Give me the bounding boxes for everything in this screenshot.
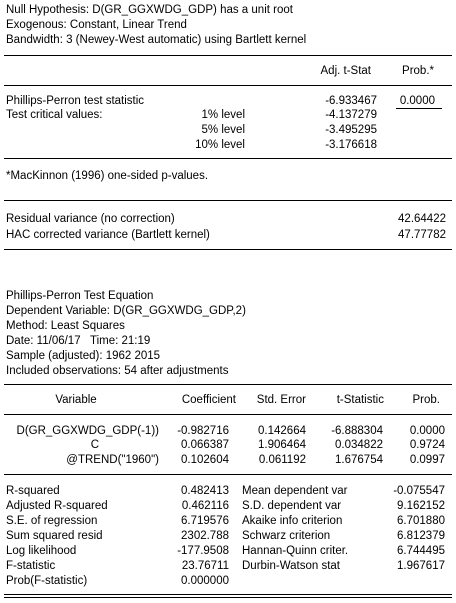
stat-value: -177.9508 [177,545,229,557]
col-adj-tstat: Adj. t-Stat [320,65,371,77]
row-coefficient: 0.066387 [181,439,229,451]
residual-variance-value: 42.64422 [398,213,446,225]
row-std-error: 1.906464 [258,439,306,451]
header-std-error: Std. Error [256,394,306,406]
row-std-error: 0.142664 [258,425,306,437]
divider [4,200,452,201]
hac-variance-value: 47.77782 [398,229,446,241]
stat-value: 23.76711 [181,560,229,572]
row-std-error: 0.061192 [258,454,306,466]
divider [4,594,452,595]
stat-label: Durbin-Watson stat [242,560,340,572]
stat-label: Mean dependent var [242,485,348,497]
bandwidth: Bandwidth: 3 (Newey-West automatic) using Bartlett kernel [6,34,307,46]
stat-label: Log likelihood [6,545,77,557]
null-hypothesis: Null Hypothesis: D(GR_GGXWDG_GDP) has a unit root [6,4,293,16]
level-value: -3.176618 [325,139,377,151]
row-variable: @TREND("1960") [66,454,159,466]
divider [4,158,452,159]
header-t-statistic: t-Statistic [336,394,384,406]
row-variable: D(GR_GGXWDG_GDP(-1)) [16,425,159,437]
row-t-statistic: 1.676754 [335,454,383,466]
stat-label: Prob(F-statistic) [6,575,88,587]
stat-value: 1.967617 [397,560,445,572]
pp-tstat: -6.933467 [325,95,377,107]
divider [4,55,452,56]
header-variable: Variable [55,394,97,406]
date-time: Date: 11/06/17 Time: 21:19 [6,335,151,347]
row-t-statistic: -6.888304 [331,425,383,437]
stat-label: Schwarz criterion [242,530,331,542]
stat-value: 0.482413 [181,485,229,497]
stat-label: F-statistic [6,560,56,572]
critical-label: Test critical values: [6,109,103,121]
stat-label: S.D. dependent var [242,500,342,512]
divider [4,414,452,415]
hac-variance-label: HAC corrected variance (Bartlett kernel) [6,229,210,241]
stat-label: Akaike info criterion [242,515,343,527]
divider [4,249,452,250]
divider [4,384,452,385]
row-prob: 0.0997 [409,454,445,466]
stat-label: Adjusted R-squared [6,500,108,512]
row-t-statistic: 0.034822 [335,439,383,451]
row-coefficient: -0.982716 [177,425,229,437]
col-prob: Prob.* [402,65,434,77]
stat-label: S.E. of regression [6,515,98,527]
equation-title: Phillips-Perron Test Equation [6,290,154,302]
stat-value: 6.744495 [397,545,445,557]
method: Method: Least Squares [6,320,125,332]
divider [4,85,452,86]
pp-label: Phillips-Perron test statistic [6,95,145,107]
stat-value: 2302.788 [181,530,229,542]
stat-value: 0.462116 [181,500,229,512]
header-coefficient: Coefficient [181,394,236,406]
stat-label: R-squared [6,485,60,497]
level-value: -3.495295 [325,124,377,136]
stat-label: Hannan-Quinn criter. [242,545,349,557]
pp-prob-underline [396,108,442,109]
row-coefficient: 0.102604 [181,454,229,466]
footnote: *MacKinnon (1996) one-sided p-values. [6,170,209,182]
stat-value: 6.812379 [397,530,445,542]
header-prob: Prob. [412,394,440,406]
stat-label: Sum squared resid [6,530,103,542]
pp-prob: 0.0000 [399,95,435,107]
row-prob: 0.9724 [409,439,445,451]
divider [4,474,452,475]
residual-variance-label: Residual variance (no correction) [6,213,175,225]
observations: Included observations: 54 after adjustments [6,365,229,377]
level-label: 1% level [201,109,245,121]
level-value: -4.137279 [325,109,377,121]
dependent-variable: Dependent Variable: D(GR_GGXWDG_GDP,2) [6,305,246,317]
stat-value: 9.162152 [397,500,445,512]
row-variable: C [90,439,99,451]
row-prob: 0.0000 [409,425,445,437]
divider [4,597,452,598]
level-label: 10% level [195,139,245,151]
sample: Sample (adjusted): 1962 2015 [6,350,161,362]
exogenous: Exogenous: Constant, Linear Trend [6,19,187,31]
level-label: 5% level [201,124,245,136]
stat-value: 6.719576 [181,515,229,527]
stat-value: -0.075547 [393,485,445,497]
stat-value: 0.000000 [181,575,229,587]
stat-value: 6.701880 [397,515,445,527]
